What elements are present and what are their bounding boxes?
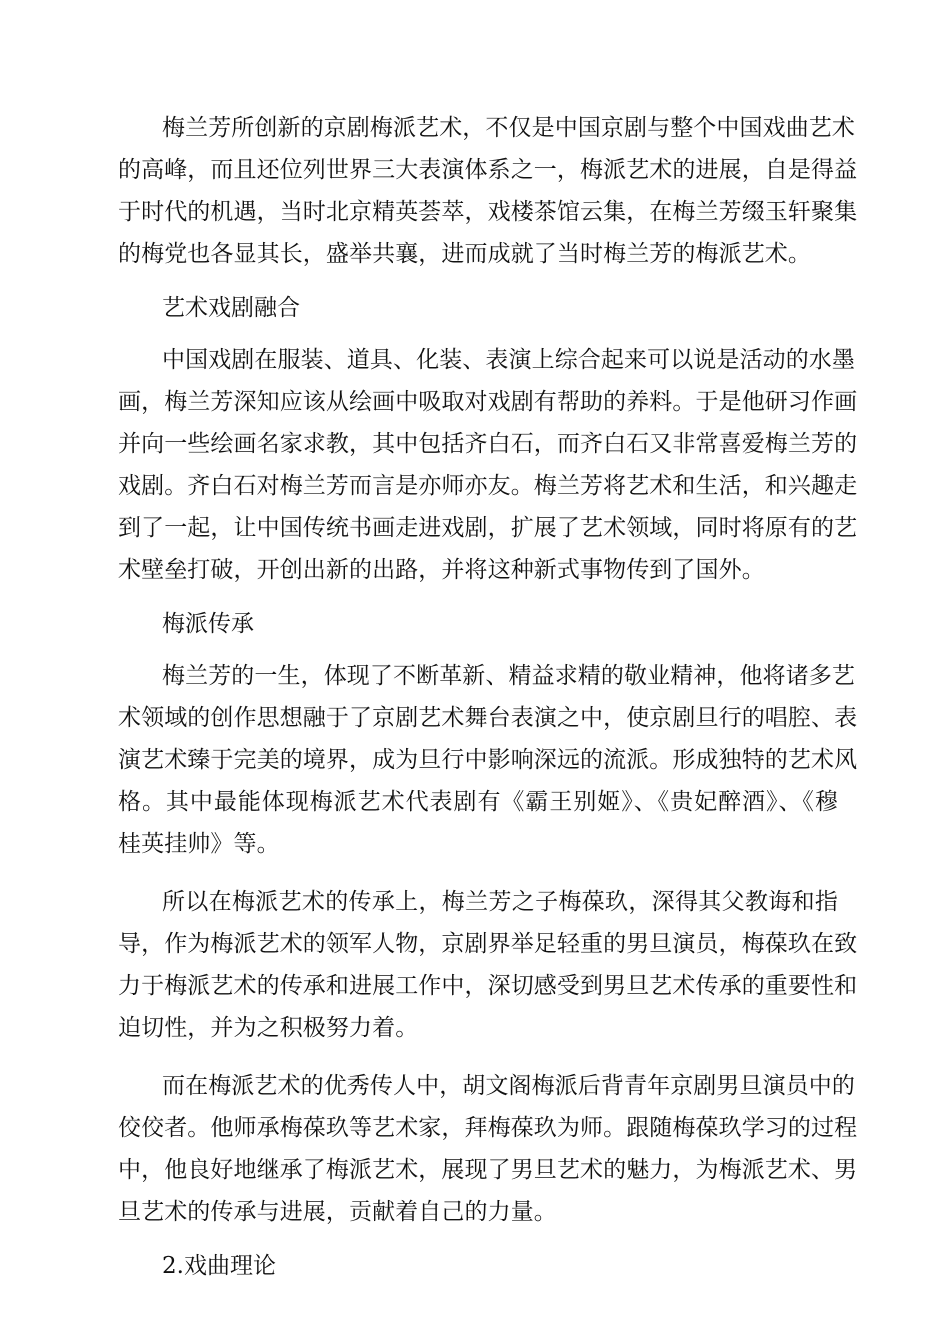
paragraph-1-line-2: 的高峰，而且还位列世界三大表演体系之一，梅派艺术的进展，自是得益 — [118, 157, 858, 183]
paragraph-4-line-4: 迫切性，并为之积极努力着。 — [118, 1015, 419, 1041]
paragraph-5-line-1: 而在梅派艺术的优秀传人中，胡文阁梅派后背青年京剧男旦演员中的 — [162, 1073, 855, 1099]
paragraph-2-line-4: 戏剧。齐白石对梅兰芳而言是亦师亦友。梅兰芳将艺术和生活，和兴趣走 — [118, 473, 858, 499]
section-heading-mei-school-inheritance: 梅派传承 — [162, 611, 254, 637]
paragraph-1-line-1: 梅兰芳所创新的京剧梅派艺术，不仅是中国京剧与整个中国戏曲艺术 — [162, 115, 855, 141]
paragraph-3-line-3: 演艺术臻于完美的境界，成为旦行中影响深远的流派。形成独特的艺术风 — [118, 747, 858, 773]
paragraph-4-line-1: 所以在梅派艺术的传承上，梅兰芳之子梅葆玖，深得其父教诲和指 — [162, 889, 838, 915]
paragraph-2-line-2: 画，梅兰芳深知应该从绘画中吸取对戏剧有帮助的养料。于是他研习作画 — [118, 389, 858, 415]
section-heading-art-drama-fusion: 艺术戏剧融合 — [162, 295, 300, 321]
paragraph-4-line-3: 力于梅派艺术的传承和进展工作中，深切感受到男旦艺术传承的重要性和 — [118, 973, 858, 999]
paragraph-5-line-3: 中，他良好地继承了梅派艺术，展现了男旦艺术的魅力，为梅派艺术、男 — [118, 1157, 858, 1183]
paragraph-5-line-4: 旦艺术的传承与进展，贡献着自己的力量。 — [118, 1199, 557, 1225]
paragraph-3-line-1: 梅兰芳的一生，体现了不断革新、精益求精的敬业精神，他将诸多艺 — [162, 663, 855, 689]
paragraph-5-line-2: 佼佼者。他师承梅葆玖等艺术家，拜梅葆玖为师。跟随梅葆玖学习的过程 — [118, 1115, 858, 1141]
paragraph-1-line-4: 的梅党也各显其长，盛举共襄，进而成就了当时梅兰芳的梅派艺术。 — [118, 241, 811, 267]
paragraph-4-line-2: 导，作为梅派艺术的领军人物，京剧界举足轻重的男旦演员，梅葆玖在致 — [118, 931, 858, 957]
section-heading-opera-theory: 2.戏曲理论 — [162, 1253, 276, 1279]
paragraph-1-line-3: 于时代的机遇，当时北京精英荟萃，戏楼茶馆云集，在梅兰芳缀玉轩聚集 — [118, 199, 858, 225]
paragraph-2-line-6: 术壁垒打破，开创出新的出路，并将这种新式事物传到了国外。 — [118, 557, 765, 583]
paragraph-3-line-5: 桂英挂帅》等。 — [118, 831, 280, 857]
paragraph-2-line-5: 到了一起，让中国传统书画走进戏剧，扩展了艺术领域，同时将原有的艺 — [118, 515, 858, 541]
paragraph-2-line-3: 并向一些绘画名家求教，其中包括齐白石，而齐白石又非常喜爱梅兰芳的 — [118, 431, 858, 457]
paragraph-3-line-2: 术领域的创作思想融于了京剧艺术舞台表演之中，使京剧旦行的唱腔、表 — [118, 705, 858, 731]
paragraph-3-line-4: 格。其中最能体现梅派艺术代表剧有《霸王别姬》、《贵妃醉酒》、《穆 — [118, 789, 838, 815]
paragraph-2-line-1: 中国戏剧在服装、道具、化装、表演上综合起来可以说是活动的水墨 — [162, 347, 855, 373]
